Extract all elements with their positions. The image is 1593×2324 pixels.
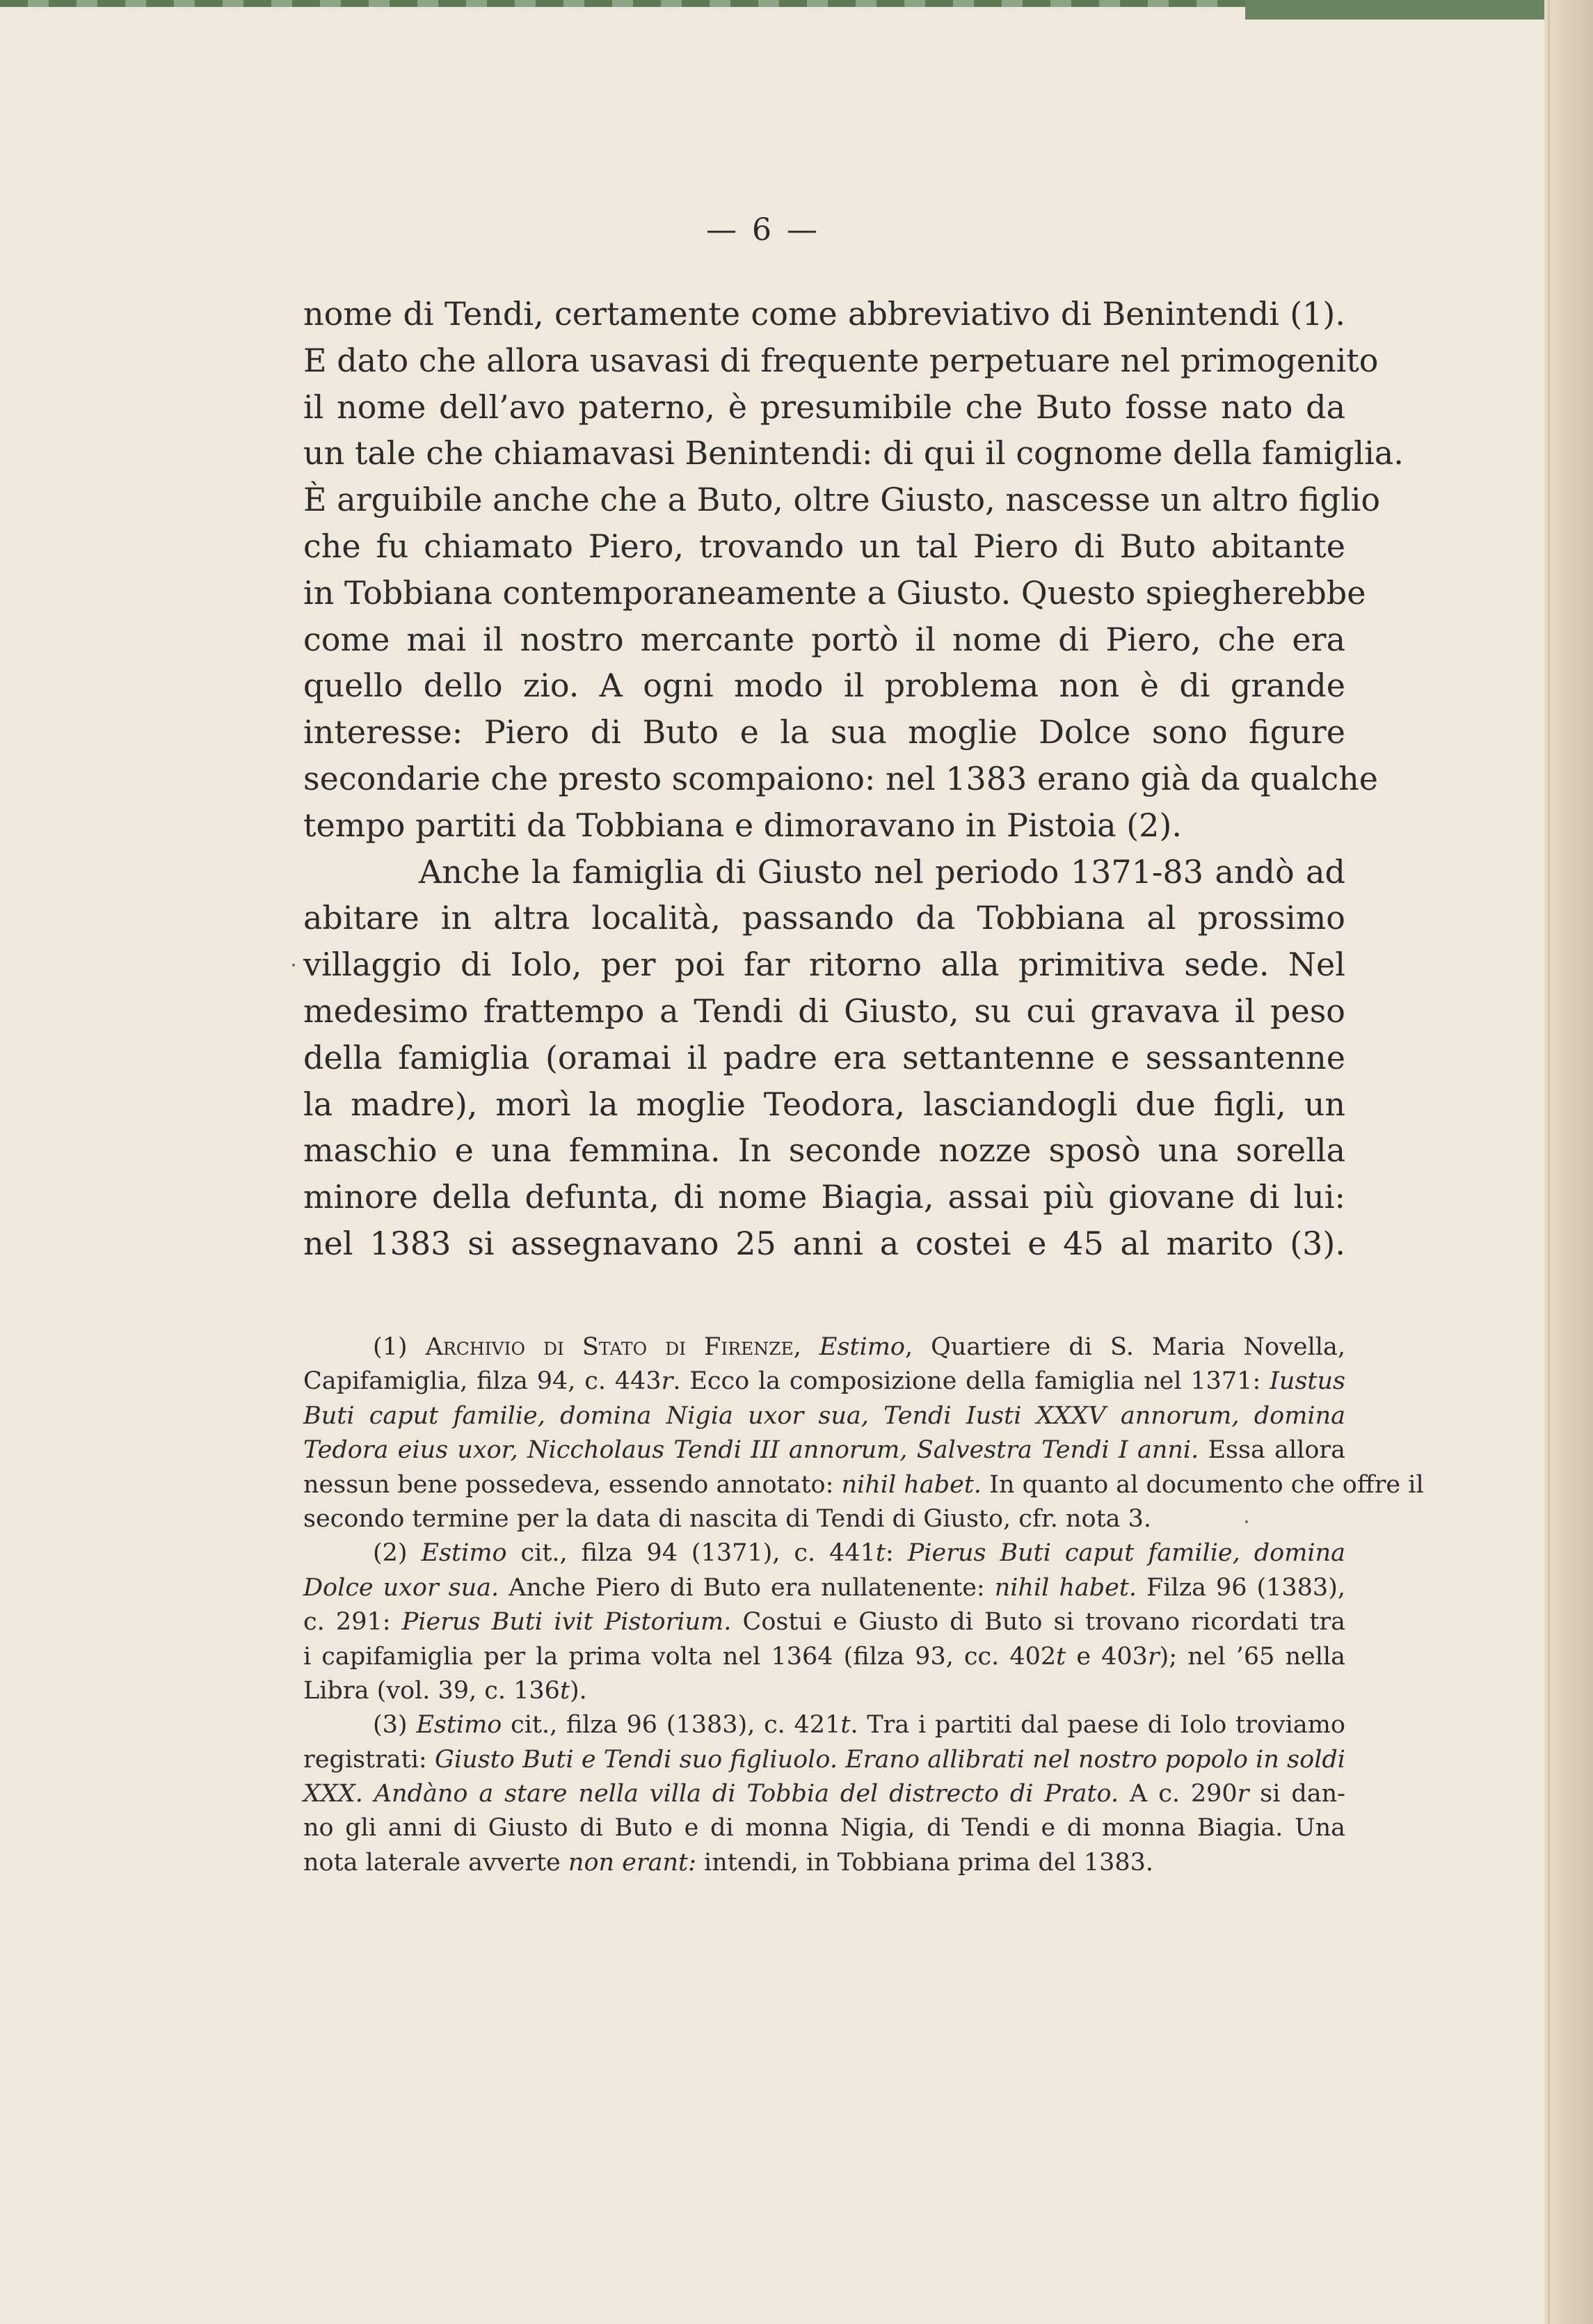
page-number-text: — 6 — bbox=[706, 212, 820, 248]
footnote-1-line: Buti caput familie, domina Nigia uxor sua, Tendi Iusti XXXV annorum, domina bbox=[303, 1401, 1345, 1430]
body-line: quello dello zio. A ogni modo il problema non è di grande bbox=[303, 667, 1345, 705]
footnote-1-line: (1) Archivio di Stato di Firenze, Estimo, Quartiere di S. Maria Novella, bbox=[373, 1333, 1345, 1361]
footnote-2-line: i capifamiglia per la prima volta nel 1364 (filza 93, cc. 402t e 403r); nel ’65 nella bbox=[303, 1642, 1345, 1671]
body-line: Anche la famiglia di Giusto nel periodo 1371-83 andò ad bbox=[419, 852, 1345, 891]
footnotes bbox=[303, 1330, 1424, 1880]
cover-edge-corner bbox=[1245, 0, 1593, 19]
footnote-3-line: nota laterale avverte non erant: intendi, in Tobbiana prima del 1383. bbox=[303, 1848, 1154, 1877]
footnote-1-line: nessun bene possedeva, essendo annotato: nihil habet. In quanto al documento che offre il bbox=[303, 1470, 1424, 1499]
body-line: della famiglia (oramai il padre era settantenne e sessantenne bbox=[303, 1038, 1345, 1076]
paper-speck bbox=[292, 964, 295, 966]
body-line: abitare in altra località, passando da Tobbiana al prossimo bbox=[303, 899, 1345, 937]
body-line: secondarie che presto scompaiono: nel 1383 erano già da qualche bbox=[303, 759, 1378, 797]
body-line: E dato che allora usavasi di frequente perpetuare nel primogenito bbox=[303, 341, 1379, 379]
body-line: la madre), morì la moglie Teodora, lasciandogli due figli, un bbox=[303, 1085, 1345, 1123]
footnote-1-line: Tedora eius uxor, Niccholaus Tendi III annorum, Salvestra Tendi I anni. Essa allora bbox=[303, 1436, 1346, 1465]
body-line: il nome dell’avo paterno, è presumibile che Buto fosse nato da bbox=[303, 388, 1345, 426]
body-line: minore della defunta, di nome Biagia, assai più giovane di lui: bbox=[303, 1178, 1345, 1216]
body-line: che fu chiamato Piero, trovando un tal Piero di Buto abitante bbox=[303, 527, 1345, 565]
body-line: nel 1383 si assegnavano 25 anni a costei e 45 al marito (3). bbox=[303, 1224, 1345, 1262]
footnote-1-line: Capifamiglia, filza 94, c. 443r. Ecco la composizione della famiglia nel 1371: Iustus bbox=[303, 1367, 1345, 1396]
body-line: un tale che chiamavasi Benintendi: di qui il cognome della famiglia. bbox=[303, 434, 1404, 472]
footnote-3-line: XXX. Andàno a stare nella villa di Tobbia del distrecto di Prato. A c. 290r si dan- bbox=[303, 1780, 1346, 1808]
body-line: in Tobbiana contemporaneamente a Giusto. Questo spiegherebbe bbox=[303, 573, 1366, 612]
page-binding-edge bbox=[1544, 0, 1593, 2324]
footnote-2-line: Dolce uxor sua. Anche Piero di Buto era nullatenente: nihil habet. Filza 96 (1383), bbox=[303, 1573, 1345, 1602]
body-line: tempo partiti da Tobbiana e dimoravano in Pistoia (2). bbox=[303, 806, 1183, 844]
page-number bbox=[0, 212, 1593, 248]
body-line: come mai il nostro mercante portò il nome di Piero, che era bbox=[303, 620, 1345, 658]
body-text bbox=[303, 291, 1404, 1267]
footnote-3-line: no gli anni di Giusto di Buto e di monna Nigia, di Tendi e di monna Biagia. Una bbox=[303, 1814, 1345, 1843]
footnote-3-line: (3) Estimo cit., filza 96 (1383), c. 421t. Tra i partiti dal paese di Iolo troviamo bbox=[373, 1711, 1346, 1740]
paper-speck bbox=[1245, 1520, 1248, 1523]
body-line: È arguibile anche che a Buto, oltre Giusto, nascesse un altro figlio bbox=[303, 481, 1381, 519]
body-line: villaggio di Iolo, per poi far ritorno alla primitiva sede. Nel bbox=[303, 946, 1345, 984]
body-line: interesse: Piero di Buto e la sua moglie Dolce sono figure bbox=[303, 713, 1345, 751]
body-line: nome di Tendi, certamente come abbreviativo di Benintendi (1). bbox=[303, 295, 1345, 333]
footnote-2-line: Libra (vol. 39, c. 136t). bbox=[303, 1676, 587, 1705]
body-line: maschio e una femmina. In seconde nozze sposò una sorella bbox=[303, 1131, 1345, 1170]
page-fold-line bbox=[1548, 0, 1550, 2324]
footnote-1-line: secondo termine per la data di nascita di Tendi di Giusto, cfr. nota 3. bbox=[303, 1504, 1152, 1533]
body-line: medesimo frattempo a Tendi di Giusto, su cui gravava il peso bbox=[303, 992, 1345, 1030]
footnote-2-line: c. 291: Pierus Buti ivit Pistorium. Costui e Giusto di Buto si trovano ricordati tra bbox=[303, 1608, 1346, 1637]
footnote-2-line: (2) Estimo cit., filza 94 (1371), c. 441t: Pierus Buti caput familie, domina bbox=[373, 1539, 1345, 1568]
footnote-3-line: registrati: Giusto Buti e Tendi suo figliuolo. Erano allibrati nel nostro popolo in soldi bbox=[303, 1745, 1345, 1774]
